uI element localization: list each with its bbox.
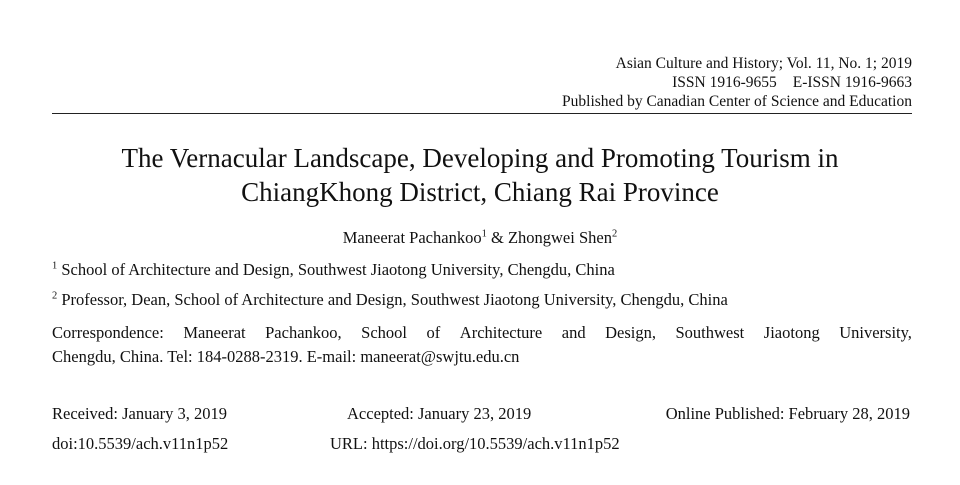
- journal-line: Asian Culture and History; Vol. 11, No. 1; 2019: [615, 55, 912, 72]
- author-affiliation-mark: 2: [611, 228, 618, 240]
- publication-dates: [52, 404, 910, 428]
- correspondence-word: University,: [839, 323, 912, 342]
- correspondence-word: Design,: [605, 323, 656, 342]
- issn: ISSN 1916-9655: [672, 74, 777, 91]
- affiliation-text: School of Architecture and Design, Southwest Jiaotong University, Chengdu, China: [61, 260, 615, 279]
- correspondence-word: and: [561, 323, 586, 342]
- correspondence-line-1: [52, 321, 912, 345]
- correspondence-word: Southwest: [675, 323, 745, 342]
- correspondence: [52, 321, 912, 369]
- correspondence-word: Correspondence:: [52, 323, 164, 342]
- paper-title: [0, 141, 960, 209]
- correspondence-word: Architecture: [459, 323, 543, 342]
- received-date: Received: January 3, 2019: [52, 404, 228, 423]
- affiliation-text: Professor, Dean, School of Architecture and Design, Southwest Jiaotong University, Chengdu, China: [61, 290, 728, 309]
- author-name: Zhongwei Shen: [507, 228, 612, 247]
- publisher-line: Published by Canadian Center of Science and Education: [562, 93, 912, 110]
- issn-line: [562, 73, 912, 92]
- header-divider: [52, 113, 912, 114]
- affiliation-mark: 1: [52, 260, 58, 272]
- correspondence-word: Pachankoo,: [265, 323, 342, 342]
- author-separator: &: [486, 228, 508, 247]
- affiliation-1: [52, 260, 615, 280]
- correspondence-word: Maneerat: [183, 323, 246, 342]
- title-line-1: The Vernacular Landscape, Developing and Promoting Tourism in: [121, 143, 839, 173]
- accepted-date: Accepted: January 23, 2019: [347, 404, 532, 423]
- doi: doi:10.5539/ach.v11n1p52: [52, 434, 229, 453]
- online-published-date: Online Published: February 28, 2019: [665, 404, 910, 423]
- correspondence-line-2: Chengdu, China. Tel: 184-0288-2319. E-mail: maneerat@swjtu.edu.cn: [52, 347, 520, 366]
- author-name: Maneerat Pachankoo: [342, 228, 482, 247]
- correspondence-word: Jiaotong: [763, 323, 820, 342]
- affiliation-2: [52, 290, 728, 310]
- author-list: [0, 228, 960, 248]
- author-affiliation-mark: 1: [481, 228, 487, 240]
- eissn: E-ISSN 1916-9663: [792, 74, 912, 91]
- correspondence-word: School: [361, 323, 408, 342]
- affiliation-mark: 2: [52, 290, 58, 302]
- doi-url: URL: https://doi.org/10.5539/ach.v11n1p52: [330, 434, 620, 453]
- journal-header: [562, 54, 912, 111]
- correspondence-word: of: [426, 323, 441, 342]
- title-line-2: ChiangKhong District, Chiang Rai Province: [241, 177, 719, 207]
